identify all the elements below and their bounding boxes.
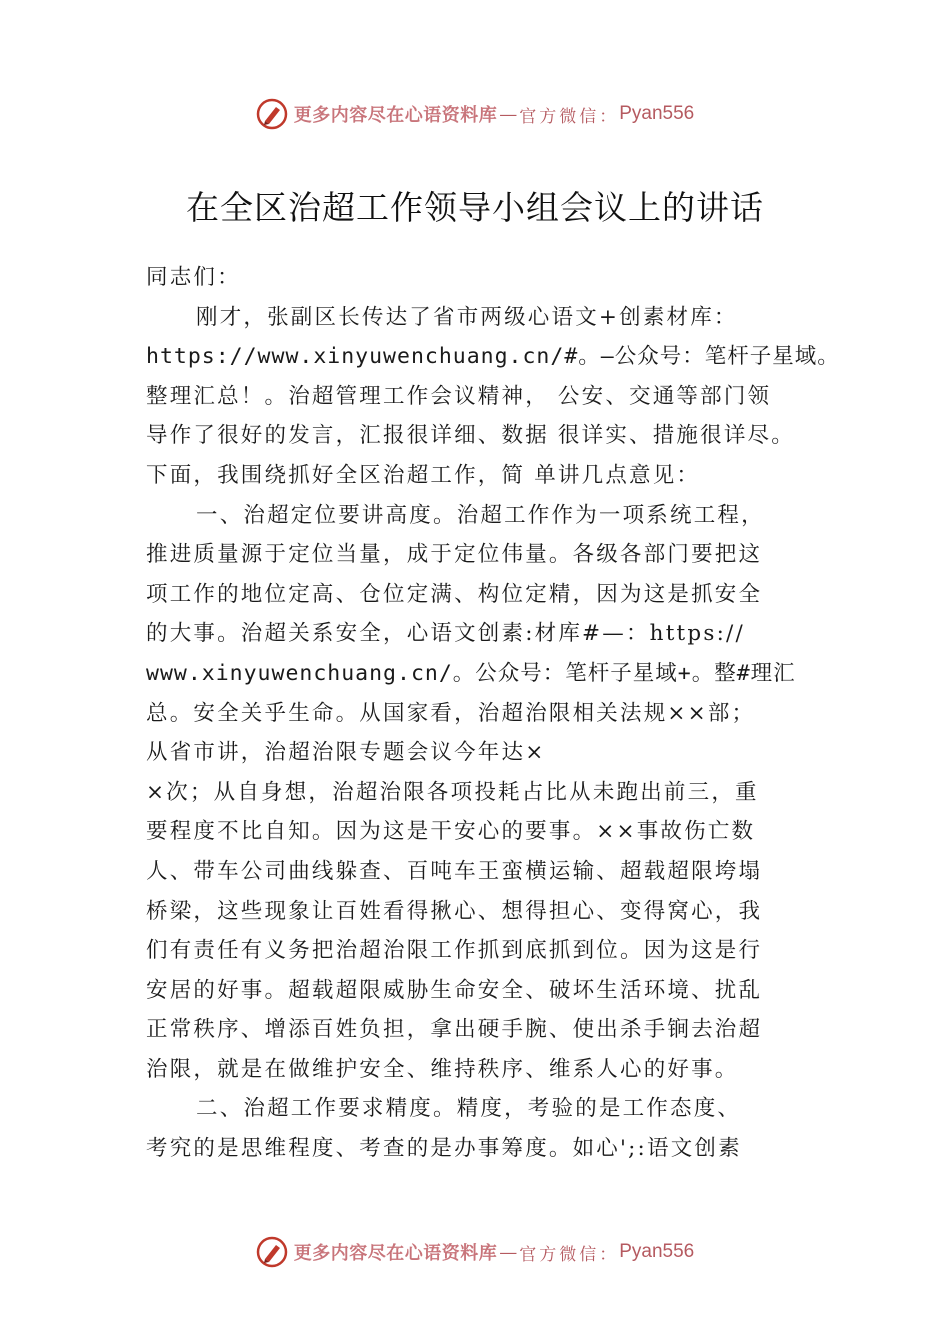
banner-main-text: 更多内容尽在心语资料库: [293, 1243, 498, 1264]
body-line: 们有责任有义务把治超治限工作抓到底抓到位。因为这是行: [146, 938, 763, 964]
pen-nib-seal-icon: [256, 98, 288, 130]
body-line: 一、治超定位要讲高度。治超工作作为一项系统工程，: [196, 502, 765, 528]
document-title: 在全区治超工作领导小组会议上的讲话: [186, 188, 764, 227]
document-body: [146, 258, 846, 1169]
banner-sub-text: 官方微信：: [519, 1244, 620, 1265]
banner-wechat-id: Pyan556: [619, 103, 695, 124]
body-line: 二、治超工作要求精度。精度，考验的是工作态度、: [196, 1096, 742, 1122]
body-line: 同志们：: [146, 265, 241, 290]
body-line: 人、带车公司曲线躲查、百吨车王蛮横运输、超载超限垮塌: [146, 858, 763, 884]
pen-nib-seal-icon: [256, 1236, 288, 1268]
banner-separator: —: [499, 103, 518, 125]
body-line: 安居的好事。超载超限威胁生命安全、破坏生活环境、扰乱: [146, 977, 763, 1003]
footer-banner: [0, 1232, 950, 1272]
body-line: 正常秩序、增添百姓负担，拿出硬手腕、使出杀手锏去治超: [146, 1017, 763, 1043]
body-line: 考究的是思维程度、考查的是办事筹度。如心';:语文创素: [146, 1136, 742, 1162]
body-line: 项工作的地位定高、仓位定满、构位定精，因为这是抓安全: [146, 581, 763, 607]
body-line: 桥梁，这些现象让百姓看得揪心、想得担心、变得窝心，我: [146, 898, 763, 924]
body-line: 总。安全关乎生命。从国家看，治超治限相关法规××部；: [146, 700, 756, 726]
body-line: 下面，我围绕抓好全区治超工作，简 单讲几点意见：: [146, 462, 701, 488]
banner-sub-text: 官方微信：: [519, 106, 620, 127]
body-line: https://www.xinyuwenchuang.cn/#。—公众号：笔杆子星域。: [146, 344, 840, 370]
banner-separator: —: [499, 1241, 518, 1263]
banner-wechat-id: Pyan556: [619, 1241, 695, 1262]
body-line: 要程度不比自知。因为这是干安心的要事。××事故伤亡数: [146, 819, 756, 845]
header-banner: [0, 94, 950, 134]
body-line: 刚才，张副区长传达了省市两级心语文+创素材库：: [196, 304, 738, 330]
body-line: 整理汇总！。治超管理工作会议精神， 公安、交通等部门领: [146, 383, 772, 409]
body-line: www.xinyuwenchuang.cn/。公众号：笔杆子星域+。整#理汇: [146, 660, 796, 686]
banner-main-text: 更多内容尽在心语资料库: [293, 105, 498, 126]
body-line: 治限，就是在做维护安全、维持秩序、维系人心的好事。: [146, 1056, 739, 1082]
body-line: ×次；从自身想，治超治限各项投耗占比从未跑出前三，重: [146, 779, 759, 805]
body-line: 从省市讲，治超治限专题会议今年达×: [146, 740, 546, 766]
body-line: 推进质量源于定位当量，成于定位伟量。各级各部门要把这: [146, 542, 763, 568]
body-line: 导作了很好的发言，汇报很详细、数据 很详实、措施很详尽。: [146, 423, 795, 449]
body-line: 的大事。治超关系安全，心语文创素:材库#—：https://: [146, 621, 745, 647]
